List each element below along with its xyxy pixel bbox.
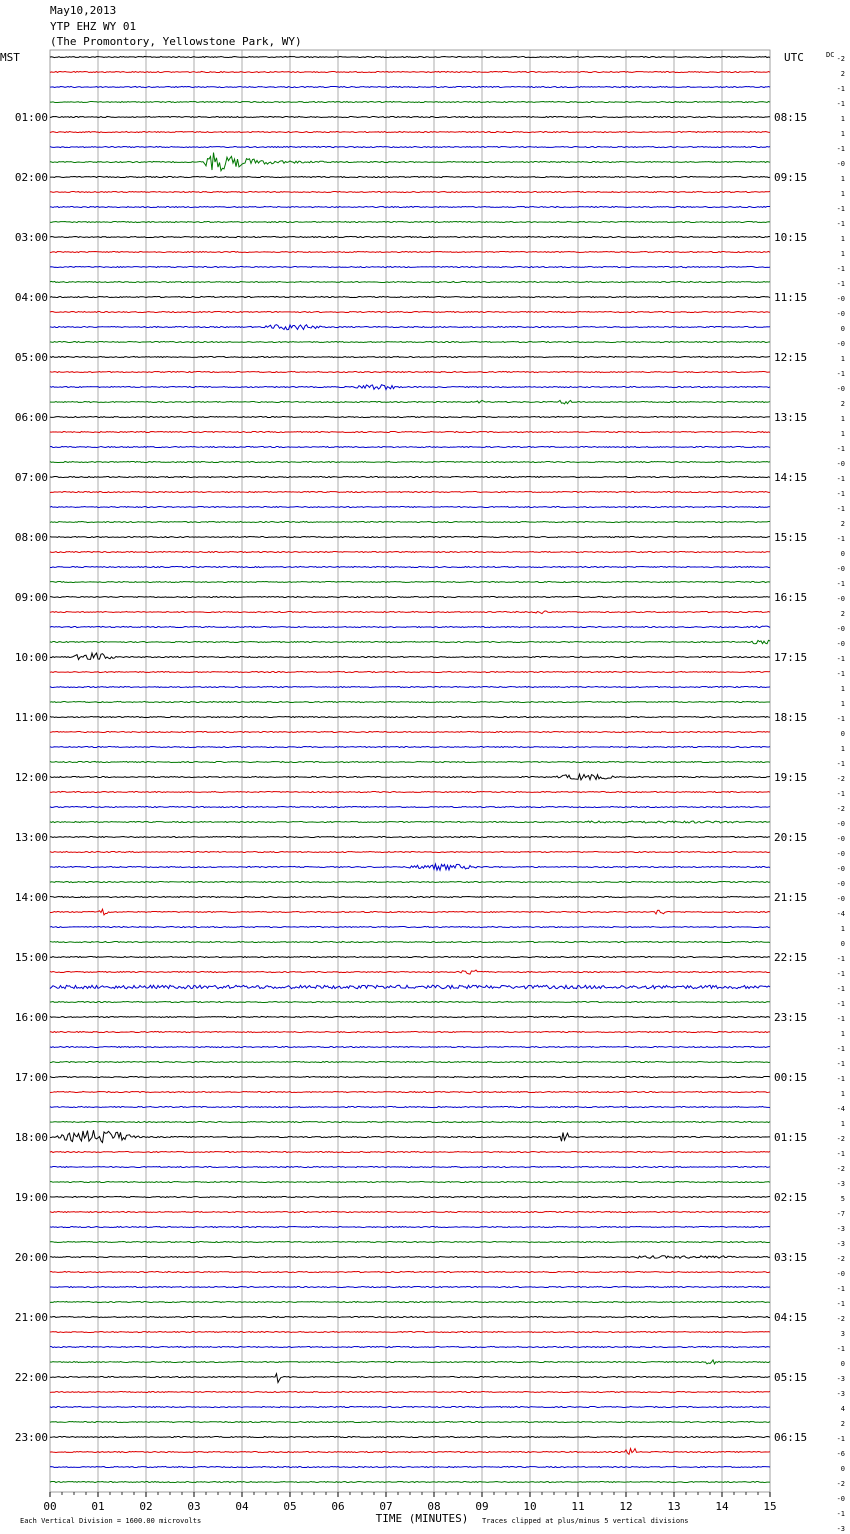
seismic-trace xyxy=(50,1374,770,1383)
x-tick-label: 03 xyxy=(187,1500,201,1513)
seismic-trace xyxy=(50,251,770,252)
dc-offset-value: -6 xyxy=(836,1450,845,1458)
dc-offset-value: -1 xyxy=(836,445,845,453)
seismic-trace xyxy=(50,941,770,942)
utc-hour-label: 23:15 xyxy=(774,1011,808,1024)
mst-hour-label: 04:00 xyxy=(14,291,48,304)
seismic-trace xyxy=(50,1031,770,1032)
plot-date: May10,2013 xyxy=(50,4,117,17)
dc-offset-value: 0 xyxy=(840,325,845,333)
utc-hour-label: 09:15 xyxy=(774,171,808,184)
mst-hour-label: 01:00 xyxy=(14,111,48,124)
dc-offset-value: -1 xyxy=(836,475,845,483)
dc-offset-value: -2 xyxy=(836,55,845,63)
mst-hour-label: 03:00 xyxy=(14,231,48,244)
dc-offset-value: -0 xyxy=(836,625,845,633)
seismic-trace xyxy=(50,731,770,732)
dc-offset-label: DC xyxy=(826,51,835,59)
seismic-trace xyxy=(50,1481,770,1482)
utc-hour-label: 04:15 xyxy=(774,1311,808,1324)
seismic-trace xyxy=(50,400,770,404)
dc-offset-value: -1 xyxy=(836,1345,845,1353)
seismic-trace xyxy=(50,191,770,192)
dc-offset-value: -0 xyxy=(836,820,845,828)
clip-note: Traces clipped at plus/minus 5 vertical divisions xyxy=(482,1517,689,1525)
x-tick-label: 02 xyxy=(139,1500,153,1513)
utc-hour-label: 12:15 xyxy=(774,351,808,364)
seismic-trace xyxy=(50,385,770,390)
utc-axis-label: UTC xyxy=(784,51,804,64)
seismic-trace xyxy=(50,551,770,552)
dc-offset-value: 1 xyxy=(840,250,845,258)
utc-hour-label: 01:15 xyxy=(774,1131,808,1144)
seismic-trace xyxy=(50,970,770,974)
x-axis-title: TIME (MINUTES) xyxy=(375,1512,469,1525)
seismic-trace xyxy=(50,1061,770,1062)
utc-hour-label: 18:15 xyxy=(774,711,808,724)
seismic-trace xyxy=(50,1346,770,1347)
dc-offset-value: -1 xyxy=(836,490,845,498)
seismic-trace xyxy=(50,671,770,672)
dc-offset-value: -0 xyxy=(836,385,845,393)
dc-offset-value: -1 xyxy=(836,715,845,723)
x-tick-label: 08 xyxy=(427,1500,441,1513)
seismic-trace xyxy=(50,611,770,614)
dc-offset-value: -1 xyxy=(836,535,845,543)
seismic-trace xyxy=(50,131,770,132)
dc-offset-value: 1 xyxy=(840,130,845,138)
utc-hour-label: 14:15 xyxy=(774,471,808,484)
x-tick-label: 01 xyxy=(91,1500,105,1513)
x-tick-label: 10 xyxy=(523,1500,537,1513)
seismic-trace xyxy=(50,325,770,330)
seismic-trace xyxy=(50,1130,770,1142)
dc-offset-value: -0 xyxy=(836,340,845,348)
dc-offset-value: -1 xyxy=(836,1510,845,1518)
dc-offset-value: 5 xyxy=(840,1195,845,1203)
dc-offset-value: -1 xyxy=(836,505,845,513)
seismic-trace xyxy=(50,1301,770,1302)
seismic-trace xyxy=(50,806,770,807)
dc-offset-value: -1 xyxy=(836,790,845,798)
seismic-trace xyxy=(50,431,770,432)
utc-hour-label: 17:15 xyxy=(774,651,808,664)
dc-offset-value: -1 xyxy=(836,220,845,228)
dc-offset-value: -3 xyxy=(836,1375,845,1383)
seismic-trace xyxy=(50,1271,770,1272)
utc-hour-label: 03:15 xyxy=(774,1251,808,1264)
seismic-trace xyxy=(50,371,770,372)
dc-offset-value: -2 xyxy=(836,1480,845,1488)
seismic-trace xyxy=(50,461,770,462)
dc-offset-value: -1 xyxy=(836,655,845,663)
seismic-trace xyxy=(50,686,770,687)
dc-offset-value: 3 xyxy=(840,1330,845,1338)
dc-offset-value: -1 xyxy=(836,580,845,588)
dc-offset-value: -0 xyxy=(836,160,845,168)
mst-hour-label: 21:00 xyxy=(14,1311,48,1324)
x-tick-label: 07 xyxy=(379,1500,393,1513)
seismic-trace xyxy=(50,701,770,702)
mst-hour-label: 23:00 xyxy=(14,1431,48,1444)
dc-offset-value: -1 xyxy=(836,985,845,993)
dc-offset-value: -1 xyxy=(836,1435,845,1443)
seismic-trace xyxy=(50,791,770,792)
dc-offset-value: -1 xyxy=(836,85,845,93)
dc-offset-value: -1 xyxy=(836,1075,845,1083)
dc-offset-value: 2 xyxy=(840,70,845,78)
seismic-trace xyxy=(50,153,770,171)
seismic-trace xyxy=(50,116,770,117)
seismic-trace xyxy=(50,296,770,297)
x-tick-label: 14 xyxy=(715,1500,729,1513)
utc-hour-label: 05:15 xyxy=(774,1371,808,1384)
mst-hour-label: 06:00 xyxy=(14,411,48,424)
dc-offset-value: 1 xyxy=(840,235,845,243)
seismic-trace xyxy=(50,746,770,747)
dc-offset-value: -1 xyxy=(836,970,845,978)
utc-hour-label: 16:15 xyxy=(774,591,808,604)
dc-offset-value: -2 xyxy=(836,775,845,783)
dc-offset-value: -1 xyxy=(836,1015,845,1023)
mst-hour-label: 17:00 xyxy=(14,1071,48,1084)
utc-hour-label: 15:15 xyxy=(774,531,808,544)
utc-hour-label: 00:15 xyxy=(774,1071,808,1084)
dc-offset-value: 2 xyxy=(840,520,845,528)
seismic-trace xyxy=(50,416,770,417)
seismic-trace xyxy=(50,1286,770,1287)
mst-hour-label: 11:00 xyxy=(14,711,48,724)
seismic-trace xyxy=(50,774,770,780)
seismic-trace xyxy=(50,1001,770,1002)
utc-hour-label: 21:15 xyxy=(774,891,808,904)
seismic-trace xyxy=(50,821,770,823)
dc-offset-value: -1 xyxy=(836,145,845,153)
dc-offset-value: -0 xyxy=(836,880,845,888)
seismic-trace xyxy=(50,311,770,312)
dc-offset-value: -4 xyxy=(836,1105,845,1113)
dc-offset-value: -0 xyxy=(836,310,845,318)
dc-offset-value: -2 xyxy=(836,1165,845,1173)
dc-offset-value: -7 xyxy=(836,1210,845,1218)
dc-offset-value: 1 xyxy=(840,175,845,183)
seismic-trace xyxy=(50,266,770,267)
seismic-trace xyxy=(50,356,770,357)
utc-hour-label: 06:15 xyxy=(774,1431,808,1444)
dc-offset-value: -0 xyxy=(836,865,845,873)
dc-offset-value: 0 xyxy=(840,1465,845,1473)
seismic-traces xyxy=(50,56,770,1482)
seismic-trace xyxy=(50,491,770,492)
seismic-trace xyxy=(50,909,770,915)
mst-hour-label: 18:00 xyxy=(14,1131,48,1144)
seismic-trace xyxy=(50,1181,770,1182)
seismic-trace xyxy=(50,596,770,597)
seismic-trace xyxy=(50,653,770,660)
seismic-trace xyxy=(50,1016,770,1017)
dc-offset-value: -3 xyxy=(836,1225,845,1233)
dc-offset-value: 1 xyxy=(840,1090,845,1098)
seismic-trace xyxy=(50,1196,770,1197)
seismic-trace xyxy=(50,626,770,628)
dc-offset-value: 2 xyxy=(840,400,845,408)
dc-offset-value: 1 xyxy=(840,115,845,123)
dc-offset-value: -4 xyxy=(836,910,845,918)
mst-hour-label: 16:00 xyxy=(14,1011,48,1024)
dc-offset-value: -0 xyxy=(836,835,845,843)
seismic-trace xyxy=(50,864,770,870)
mst-hour-label: 02:00 xyxy=(14,171,48,184)
dc-offset-value: -0 xyxy=(836,895,845,903)
seismic-trace xyxy=(50,985,770,989)
station-code: YTP EHZ WY 01 xyxy=(50,20,137,33)
dc-offset-value: -2 xyxy=(836,1135,845,1143)
mst-hour-label: 15:00 xyxy=(14,951,48,964)
dc-offset-value: -1 xyxy=(836,955,845,963)
utc-hour-label: 13:15 xyxy=(774,411,808,424)
dc-offset-value: -0 xyxy=(836,1270,845,1278)
dc-offset-value: 1 xyxy=(840,355,845,363)
seismic-trace xyxy=(50,1076,770,1077)
mst-hour-label: 20:00 xyxy=(14,1251,48,1264)
seismic-trace xyxy=(50,536,770,537)
scale-note: Each Vertical Division = 1600.00 microvolts xyxy=(20,1517,202,1525)
dc-offset-value: 1 xyxy=(840,745,845,753)
dc-offset-value: 1 xyxy=(840,700,845,708)
dc-offset-value: -1 xyxy=(836,1300,845,1308)
seismic-trace xyxy=(50,566,770,567)
dc-offset-value: 1 xyxy=(840,925,845,933)
seismic-trace xyxy=(50,1046,770,1047)
seismic-trace xyxy=(50,1226,770,1227)
x-tick-label: 06 xyxy=(331,1500,345,1513)
x-tick-label: 13 xyxy=(667,1500,681,1513)
mst-hour-label: 05:00 xyxy=(14,351,48,364)
dc-offset-value: 1 xyxy=(840,430,845,438)
dc-offset-value: 1 xyxy=(840,685,845,693)
seismic-trace xyxy=(50,926,770,927)
seismic-trace xyxy=(50,71,770,72)
dc-offset-value: -1 xyxy=(836,280,845,288)
dc-offset-value: 1 xyxy=(840,415,845,423)
seismic-trace xyxy=(50,1391,770,1392)
dc-offset-value: -1 xyxy=(836,1045,845,1053)
seismic-trace xyxy=(50,1121,770,1122)
dc-offset-value: -0 xyxy=(836,295,845,303)
seismic-trace xyxy=(50,506,770,507)
mst-hour-label: 22:00 xyxy=(14,1371,48,1384)
dc-offset-value: 0 xyxy=(840,550,845,558)
mst-hour-label: 19:00 xyxy=(14,1191,48,1204)
dc-offset-value: -2 xyxy=(836,805,845,813)
seismic-trace xyxy=(50,1241,770,1242)
dc-offset-value: 1 xyxy=(840,1120,845,1128)
dc-offset-value: -3 xyxy=(836,1525,845,1533)
seismic-trace xyxy=(50,281,770,282)
seismic-trace xyxy=(50,1091,770,1092)
mst-hour-label: 07:00 xyxy=(14,471,48,484)
x-tick-label: 15 xyxy=(763,1500,777,1513)
utc-hour-label: 22:15 xyxy=(774,951,808,964)
x-tick-label: 05 xyxy=(283,1500,297,1513)
seismic-trace xyxy=(50,851,770,852)
dc-offset-value: 1 xyxy=(840,190,845,198)
seismic-trace xyxy=(50,56,770,57)
utc-hour-label: 02:15 xyxy=(774,1191,808,1204)
dc-offset-value: -1 xyxy=(836,265,845,273)
seismic-trace xyxy=(50,761,770,762)
dc-offset-value: -1 xyxy=(836,760,845,768)
dc-offset-value: 1 xyxy=(840,1030,845,1038)
dc-offset-value: -0 xyxy=(836,850,845,858)
utc-hour-label: 11:15 xyxy=(774,291,808,304)
dc-offset-value: -1 xyxy=(836,100,845,108)
seismic-trace xyxy=(50,581,770,582)
dc-offset-value: -0 xyxy=(836,595,845,603)
dc-offset-value: -0 xyxy=(836,1495,845,1503)
seismic-trace xyxy=(50,1316,770,1317)
seismic-trace xyxy=(50,640,770,643)
mst-axis-label: MST xyxy=(0,51,20,64)
dc-offset-value: -2 xyxy=(836,1255,845,1263)
dc-offset-value: -1 xyxy=(836,1285,845,1293)
seismic-trace xyxy=(50,1331,770,1332)
seismic-trace xyxy=(50,86,770,87)
x-tick-label: 12 xyxy=(619,1500,633,1513)
x-tick-label: 09 xyxy=(475,1500,489,1513)
seismic-trace xyxy=(50,1106,770,1107)
seismic-trace xyxy=(50,341,770,342)
dc-offset-value: -3 xyxy=(836,1240,845,1248)
station-location: (The Promontory, Yellowstone Park, WY) xyxy=(50,35,302,48)
utc-hour-label: 08:15 xyxy=(774,111,808,124)
seismic-trace xyxy=(50,446,770,447)
dc-offset-value: -3 xyxy=(836,1180,845,1188)
seismic-trace xyxy=(50,1256,770,1259)
dc-offset-value: -0 xyxy=(836,460,845,468)
seismic-trace xyxy=(50,476,770,477)
mst-hour-label: 12:00 xyxy=(14,771,48,784)
utc-hour-label: 20:15 xyxy=(774,831,808,844)
mst-hour-label: 08:00 xyxy=(14,531,48,544)
seismic-trace xyxy=(50,206,770,207)
seismic-trace xyxy=(50,1421,770,1422)
dc-offset-value: 4 xyxy=(840,1405,845,1413)
dc-offset-value: -2 xyxy=(836,1315,845,1323)
seismic-trace xyxy=(50,896,770,897)
dc-offset-value: -1 xyxy=(836,1150,845,1158)
mst-hour-label: 13:00 xyxy=(14,831,48,844)
x-tick-label: 04 xyxy=(235,1500,249,1513)
seismic-trace xyxy=(50,1166,770,1167)
mst-hour-label: 09:00 xyxy=(14,591,48,604)
dc-offset-value: 0 xyxy=(840,730,845,738)
seismic-trace xyxy=(50,521,770,522)
seismic-trace xyxy=(50,836,770,837)
seismic-trace xyxy=(50,221,770,222)
seismic-trace xyxy=(50,1436,770,1437)
seismic-trace xyxy=(50,1211,770,1212)
dc-offset-value: -1 xyxy=(836,670,845,678)
seismic-trace xyxy=(50,1360,770,1364)
dc-offset-value: 2 xyxy=(840,1420,845,1428)
seismic-trace xyxy=(50,146,770,147)
utc-hour-label: 10:15 xyxy=(774,231,808,244)
seismic-trace xyxy=(50,236,770,237)
seismic-trace xyxy=(50,101,770,102)
seismic-trace xyxy=(50,1406,770,1407)
mst-hour-label: 10:00 xyxy=(14,651,48,664)
seismic-trace xyxy=(50,1466,770,1467)
dc-offset-value: 0 xyxy=(840,940,845,948)
seismic-trace xyxy=(50,881,770,882)
mst-hour-label: 14:00 xyxy=(14,891,48,904)
seismic-trace xyxy=(50,716,770,717)
dc-offset-value: -1 xyxy=(836,205,845,213)
dc-offset-value: -1 xyxy=(836,370,845,378)
dc-offset-value: -1 xyxy=(836,1060,845,1068)
dc-offset-value: -1 xyxy=(836,1000,845,1008)
seismic-trace xyxy=(50,956,770,957)
dc-offset-value: 2 xyxy=(840,610,845,618)
x-tick-label: 00 xyxy=(43,1500,57,1513)
axis-labels xyxy=(15,55,845,1533)
dc-offset-value: 0 xyxy=(840,1360,845,1368)
seismic-trace xyxy=(50,1151,770,1152)
x-tick-label: 11 xyxy=(571,1500,585,1513)
dc-offset-value: -3 xyxy=(836,1390,845,1398)
seismic-trace xyxy=(50,176,770,177)
utc-hour-label: 19:15 xyxy=(774,771,808,784)
dc-offset-value: -0 xyxy=(836,640,845,648)
seismic-trace xyxy=(50,1449,770,1455)
dc-offset-value: -0 xyxy=(836,565,845,573)
